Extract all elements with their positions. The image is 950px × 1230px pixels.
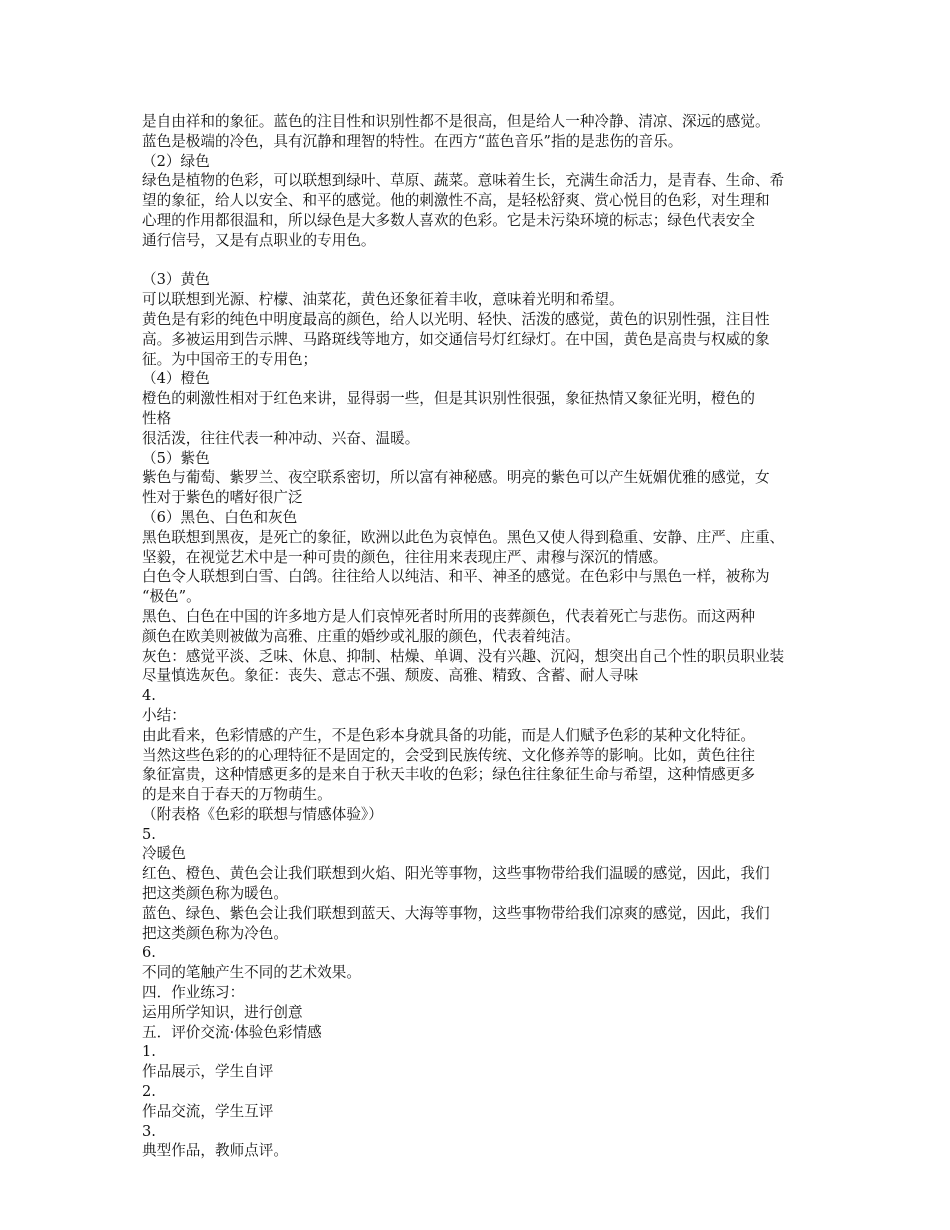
text-line: 4. bbox=[142, 687, 156, 705]
text-line: 可以联想到光源、柠檬、油菜花，黄色还象征着丰收，意味着光明和希望。 bbox=[142, 291, 624, 309]
text-line: 征。为中国帝王的专用色； bbox=[142, 350, 318, 368]
text-line: 性格 bbox=[142, 409, 172, 427]
text-line: 3. bbox=[142, 1122, 156, 1140]
text-line: （3）黄色 bbox=[142, 271, 210, 289]
text-line: 心理的作用都很温和，所以绿色是大多数人喜欢的色彩。它是未污染环境的标志；绿色代表安全 bbox=[142, 211, 755, 229]
text-line: 黑色联想到黑夜，是死亡的象征，欧洲以此色为哀悼色。黑色又使人得到稳重、安静、庄严、庄重、 bbox=[142, 528, 785, 546]
text-line: （2）绿色 bbox=[142, 152, 210, 170]
text-line: 蓝色是极端的冷色，具有沉静和理智的特性。在西方“蓝色音乐”指的是悲伤的音乐。 bbox=[142, 132, 683, 150]
text-line: 紫色与葡萄、紫罗兰、夜空联系密切，所以富有神秘感。明亮的紫色可以产生妩媚优雅的感觉，女 bbox=[142, 469, 770, 487]
text-line: “极色”。 bbox=[142, 588, 201, 606]
text-line: 很活泼，往往代表一种冲动、兴奋、温暖。 bbox=[142, 429, 420, 447]
text-line: （6）黑色、白色和灰色 bbox=[142, 508, 298, 526]
text-line: 运用所学知识，进行创意 bbox=[142, 1003, 303, 1021]
document-body bbox=[142, 112, 812, 1161]
text-line: 颜色在欧美则被做为高雅、庄重的婚纱或礼服的颜色，代表着纯洁。 bbox=[142, 627, 580, 645]
text-line: 灰色：感觉平淡、乏味、休息、抑制、枯燥、单调、没有兴趣、沉闷，想突出自己个性的职员职业装 bbox=[142, 647, 785, 665]
text-line: 的是来自于春天的万物萌生。 bbox=[142, 786, 332, 804]
text-line: （附表格《色彩的联想与情感体验》） bbox=[142, 805, 383, 823]
text-line: （4）橙色 bbox=[142, 370, 210, 388]
text-line: 是自由祥和的象征。蓝色的注目性和识别性都不是很高，但是给人一种冷静、清凉、深远的感觉。 bbox=[142, 113, 770, 130]
text-line: 黄色是有彩的纯色中明度最高的颜色，给人以光明、轻快、活泼的感觉，黄色的识别性强，注目性 bbox=[142, 310, 770, 328]
text-line: 坚毅，在视觉艺术中是一种可贵的颜色，往往用来表现庄严、肃穆与深沉的情感。 bbox=[142, 548, 668, 566]
text-line: 1. bbox=[142, 1043, 156, 1061]
text-line: 冷暖色 bbox=[142, 845, 186, 863]
text-line: 由此看来，色彩情感的产生，不是色彩本身就具备的功能，而是人们赋予色彩的某种文化特征。 bbox=[142, 726, 755, 744]
text-line: 五．评价交流·体验色彩情感 bbox=[142, 1023, 322, 1041]
text-line: 尽量慎选灰色。象征：丧失、意志不强、颓废、高雅、精致、含蓄、耐人寻味 bbox=[142, 667, 639, 685]
blank-line bbox=[142, 251, 812, 271]
text-line: 绿色是植物的色彩，可以联想到绿叶、草原、蔬菜。意味着生长，充满生命活力，是青春、生命、希 bbox=[142, 172, 785, 190]
text-line: 通行信号，又是有点职业的专用色。 bbox=[142, 231, 376, 249]
text-line: 5. bbox=[142, 825, 156, 843]
text-line: 高。多被运用到告示牌、马路斑线等地方，如交通信号灯红绿灯。在中国，黄色是高贵与权威的象 bbox=[142, 330, 770, 348]
text-line: 性对于紫色的嗜好很广泛 bbox=[142, 489, 303, 507]
text-line: 四．作业练习： bbox=[142, 984, 245, 1002]
text-line: 典型作品，教师点评。 bbox=[142, 1142, 288, 1160]
text-line: 望的象征，给人以安全、和平的感觉。他的刺激性不高，是轻松舒爽、赏心悦目的色彩，对生理和 bbox=[142, 192, 770, 210]
text-line: 蓝色、绿色、紫色会让我们联想到蓝天、大海等事物，这些事物带给我们凉爽的感觉，因此，我们 bbox=[142, 904, 770, 922]
text-line: 橙色的刺激性相对于红色来讲，显得弱一些，但是其识别性很强，象征热情又象征光明，橙色的 bbox=[142, 390, 755, 408]
text-line: 把这类颜色称为暖色。 bbox=[142, 885, 288, 903]
text-line: 白色令人联想到白雪、白鸽。往往给人以纯洁、和平、神圣的感觉。在色彩中与黑色一样，被称为 bbox=[142, 568, 770, 586]
text-line: 2. bbox=[142, 1083, 156, 1101]
text-line: （5）紫色 bbox=[142, 449, 210, 467]
text-line: 红色、橙色、黄色会让我们联想到火焰、阳光等事物，这些事物带给我们温暖的感觉，因此，我们 bbox=[142, 865, 770, 883]
text-line: 象征富贵，这种情感更多的是来自于秋天丰收的色彩；绿色往往象征生命与希望，这种情感更多 bbox=[142, 766, 755, 784]
text-line: 黑色、白色在中国的许多地方是人们哀悼死者时所用的丧葬颜色，代表着死亡与悲伤。而这两种 bbox=[142, 607, 755, 625]
text-line: 小结： bbox=[142, 706, 186, 724]
text-line: 把这类颜色称为冷色。 bbox=[142, 924, 288, 942]
text-line: 作品交流，学生互评 bbox=[142, 1102, 274, 1120]
text-line: 不同的笔触产生不同的艺术效果。 bbox=[142, 964, 361, 982]
text-line: 当然这些色彩的的心理特征不是固定的，会受到民族传统、文化修养等的影响。比如，黄色往往 bbox=[142, 746, 755, 764]
text-line: 作品展示，学生自评 bbox=[142, 1063, 274, 1081]
text-line: 6. bbox=[142, 944, 156, 962]
